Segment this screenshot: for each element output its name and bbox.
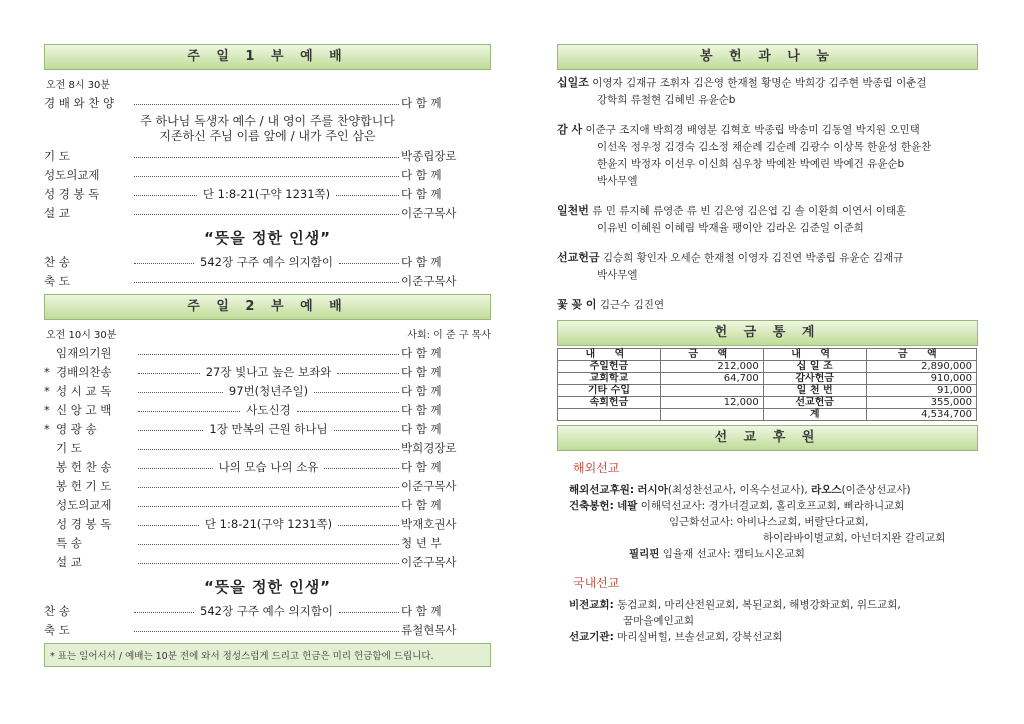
service2-row: 설 교 이준구목사 — [56, 554, 457, 569]
stats-row: 주일헌금 212,000 십 일 조 2,890,000 — [558, 361, 977, 373]
service2-row: * 신 앙 고 백 사도신경 다 함 께 — [44, 402, 442, 417]
service2-row: 성도의교제 다 함 께 — [56, 497, 442, 512]
offering-group-thousand: 일천번 류 민 류지혜 류영준 류 빈 김은영 김은엽 김 솔 이환희 이연서 이태훈 이유빈 이혜원 이혜림 박재율 팽이안 김라온 김준일 이준희 — [557, 204, 907, 234]
service1-row — [44, 93, 491, 112]
service2-time: 오전 10시 30분 사회: 이 준 구 목사 — [46, 326, 491, 341]
service2-row: 축 도 류철현목사 — [44, 622, 457, 637]
stats-row: 교회학교 64,700 감사헌금 910,000 — [558, 373, 977, 385]
offering-stats-table: 내 역 금 액 내 역 금 액 주일헌금 212,000 십 일 조 2,890,000 교회학교 64,700 감사헌금 910,000 기타 수입 일 천 번 91,000 속회헌금 12,000 선교헌금 355,000 계 4,534,700 — [557, 348, 977, 421]
right-page — [557, 44, 978, 645]
service2-row: * 영 광 송 1장 만복의 근원 하나님 다 함 께 — [44, 421, 442, 436]
overseas-list: 해외선교후원: 러시아(최성찬선교사, 이옥수선교사), 라오스(이준상선교사) 건축봉헌: 네팔 이해덕선교사: 경가너걸교회, 홀리호프교회, 삐라하니교회 임근화선교사: 아비나스교회, 버랄단다교회, 하이라바이벌교회, 아넌더지완 갈리교회 필리핀 임율재 선교사: 캠티뇨시온교회 — [569, 484, 946, 560]
domestic-title: 국내선교 — [573, 576, 620, 590]
service2-row: * 경배의찬송 27장 빛나고 높은 보좌와 다 함 께 — [44, 364, 442, 379]
stats-row: 속회헌금 12,000 선교헌금 355,000 — [558, 397, 977, 409]
service1-row: 축 도 이준구목사 — [44, 273, 457, 288]
service2-host: 사회: 이 준 구 목사 — [407, 330, 491, 341]
flowers: 꽃 꽂 이 김근수 김진연 — [557, 298, 665, 311]
service1-time: 오전 8시 30분 — [46, 80, 111, 91]
service2-row: 찬 송 542장 구주 예수 의지함이 다 함 께 — [44, 603, 442, 618]
service2-row: 봉 헌 기 도 이준구목사 — [56, 478, 457, 493]
praise-lyrics: 주 하나님 독생자 예수 / 내 영이 주를 찬양합니다 지존하신 주님 이름 앞에 / 내가 주인 삼은 — [140, 114, 395, 143]
mission-header: 선 교 후 원 — [557, 425, 978, 451]
stats-header: 헌 금 통 계 — [557, 320, 978, 346]
service2-row: 성 경 봉 독 단 1:8-21(구약 1231쪽) 박재호권사 — [56, 516, 457, 531]
overseas-title: 해외선교 — [573, 461, 620, 475]
service1-header: 주 일 1 부 예 배 — [44, 44, 491, 70]
service1-row: 성 경 봉 독 단 1:8-21(구약 1231쪽) 다 함 께 — [44, 186, 442, 201]
left-page — [44, 44, 491, 667]
offering-header: 봉 헌 과 나 눔 — [557, 44, 978, 70]
order-leader: 다 함 께 — [401, 95, 442, 110]
sermon-title: “뜻을 정한 인생” — [203, 229, 332, 247]
order-label: 경 배 와 찬 양 — [44, 95, 115, 110]
service2-row: 봉 헌 찬 송 나의 모습 나의 소유 다 함 께 — [56, 459, 442, 474]
service2-header: 주 일 2 부 예 배 — [44, 294, 491, 320]
sermon-title-2: “뜻을 정한 인생” — [203, 578, 332, 596]
stats-row: 계 4,534,700 — [558, 409, 977, 421]
stats-row: 기타 수입 일 천 번 91,000 — [558, 385, 977, 397]
service2-row: * 성 시 교 독 97번(청년주일) 다 함 께 — [44, 383, 442, 398]
offering-group-tithe: 십일조 이영자 김재규 조휘자 김은영 한재철 황명순 박희강 김주현 박종립 이춘걸 강학희 류철현 김혜빈 유윤순b — [557, 76, 927, 106]
service2-row: 기 도 박희경장로 — [56, 440, 457, 455]
service1-row: 기 도 박종립장로 — [44, 148, 457, 163]
service1-row: 성도의교제 다 함 께 — [44, 167, 442, 182]
offering-group-mission: 선교헌금 김승희 황인자 오세순 한재철 이영자 김진연 박종립 유윤순 김재규 박사무엘 — [557, 251, 904, 281]
domestic-list: 비전교회: 동검교회, 마리산전원교회, 복된교회, 해병강화교회, 위드교회, 꿈마을예인교회 선교기관: 마리실버힐, 브솔선교회, 강북선교회 — [569, 599, 901, 643]
service-note: * 표는 일어서서 / 예배는 10분 전에 와서 정성스럽게 드리고 헌금은 미리 헌금함에 드립니다. — [44, 643, 491, 667]
offering-group-thanks: 감 사 이준구 조지애 박희경 배영분 김혁호 박종립 박송미 김동열 박지원 오민택 이선옥 정우정 김경숙 김소정 채순례 김순례 김광수 이상목 한윤성 한윤찬 한윤지 박정자 이선우 이신희 심우창 박예찬 박예린 박예건 유윤순b 박사무엘 — [557, 123, 932, 187]
service2-row: 특 송 청 년 부 — [56, 535, 442, 550]
service1-row: 설 교 이준구목사 — [44, 205, 457, 220]
service1-row: 찬 송 542장 구주 예수 의지함이 다 함 께 — [44, 254, 442, 269]
service2-row: 임재의기원 다 함 께 — [56, 345, 442, 360]
